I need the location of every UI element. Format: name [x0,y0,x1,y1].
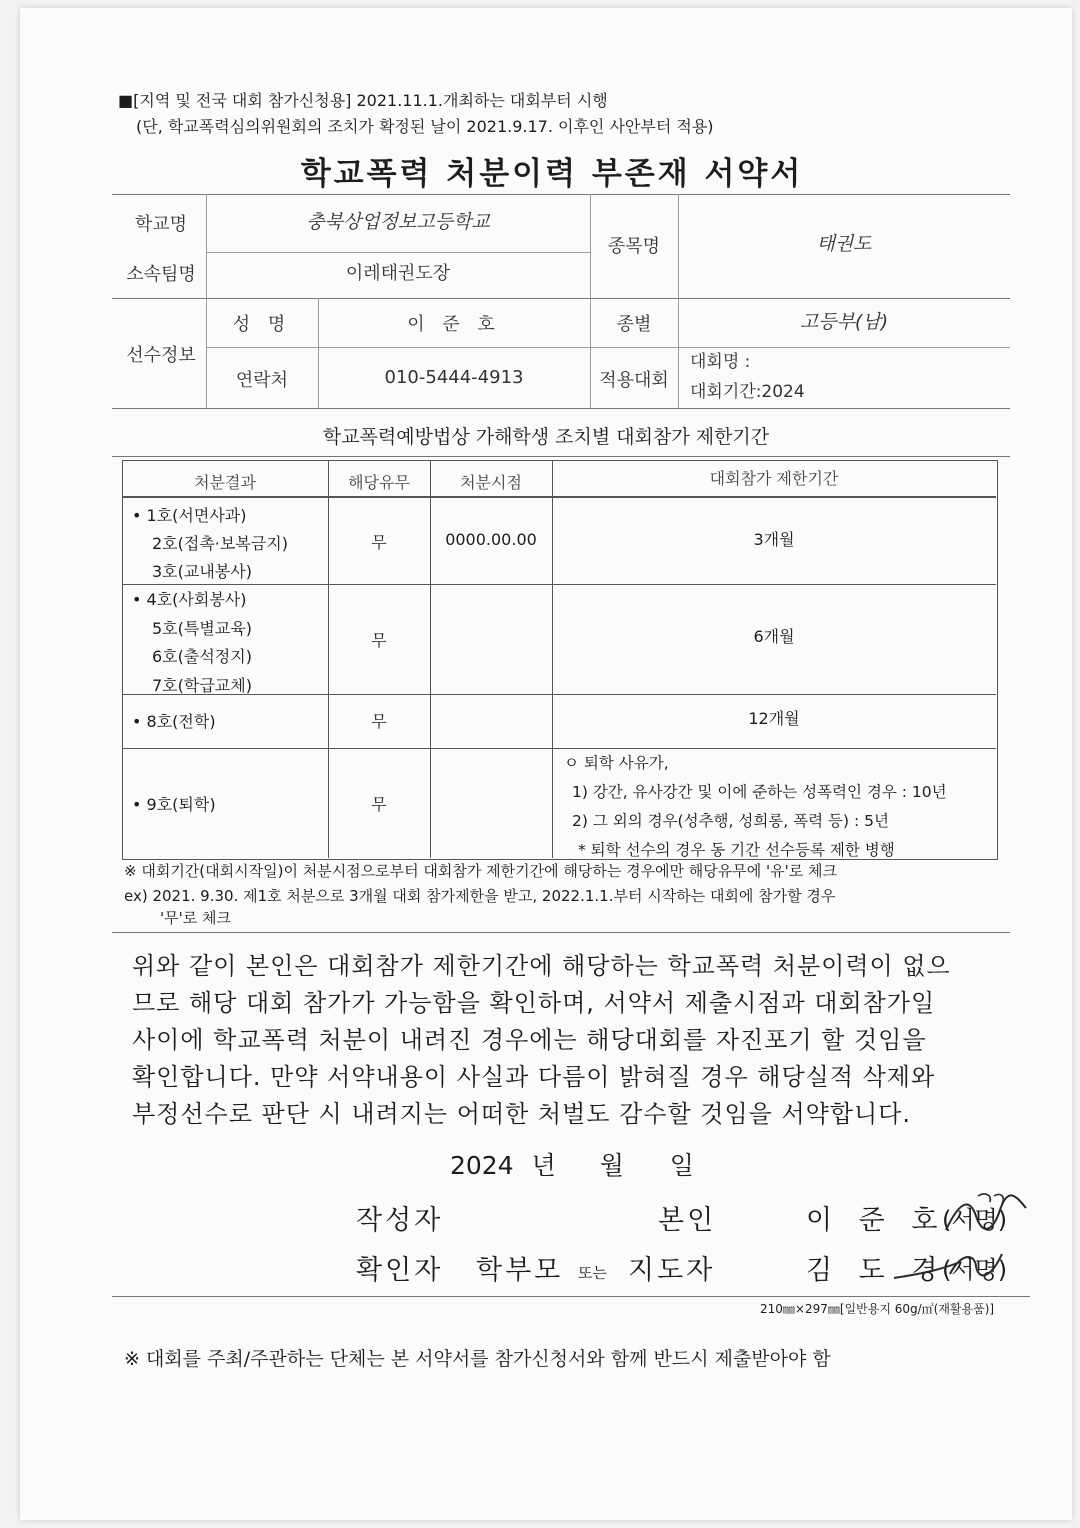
document-title: 학교폭력 처분이력 부존재 서약서 [300,156,804,192]
writer-handwritten-signature [940,1190,1030,1240]
writer-label: 작성자 [356,1205,444,1236]
tournament-name: 대회명 : [690,352,751,372]
table-header-applicable: 해당유무 [348,473,410,492]
name-value: 이 준 호 [407,314,501,335]
school-value: 충북상업정보고등학교 [306,211,490,233]
confirm-label: 확인자 [356,1255,444,1286]
limit-value: 3개월 [753,530,795,549]
name-label: 성 명 [232,314,292,335]
category-value: 고등부(남) [799,311,889,333]
applicable-value: 무 [371,712,387,731]
pledge-line: 확인합니다. 만약 서약내용이 사실과 다름이 밝혀질 경우 해당실적 삭제와 [132,1063,936,1091]
sanction-item: • 4호(사회봉사) [132,590,247,609]
contact-value: 010-5444-4913 [384,367,524,388]
info-vline-4 [678,194,679,408]
event-label: 종목명 [607,236,661,257]
player-info-label: 선수정보 [126,345,196,366]
footer-note: ※ 대회를 주최/주관하는 단체는 본 서약서를 참가신청서와 함께 반드시 제출받아야 함 [124,1348,831,1370]
school-label: 학교명 [134,214,188,235]
note-3: '무'로 체크 [160,909,231,927]
info-line-3 [206,347,1010,348]
event-value: 태권도 [816,233,872,255]
info-top-border [112,194,1010,195]
pledge-line: 므로 해당 대회 참가가 가능함을 확인하며, 서약서 제출시점과 대회참가일 [132,989,936,1017]
confirm-role-parent: 학부모 [476,1255,564,1286]
paper-spec-line [112,1296,1030,1297]
table-row-line-2 [122,694,996,695]
sanction-item: • 8호(전학) [132,712,216,731]
date-year: 2024 [450,1151,514,1180]
pledge-line: 사이에 학교폭력 처분이 내려진 경우에는 해당대회를 자진포기 할 것임을 [132,1026,927,1054]
confirm-name: 김 도 경 [806,1255,947,1286]
table-header-limit: 대회참가 제한기간 [709,469,839,488]
info-line-2 [112,298,1010,299]
tournament-label: 적용대회 [599,370,669,391]
limit-line: * 퇴학 선수의 경우 동 기간 선수등록 제한 병행 [578,841,895,859]
table-header-border [122,496,996,498]
table-row [132,502,288,586]
pledge-line: 부정선수로 판단 시 내려지는 어떠한 처벌도 감수할 것임을 서약합니다. [132,1100,911,1128]
note-1: ※ 대회기간(대회시작일)이 처분시점으로부터 대회참가 제한기간에 해당하는 경우에만 해당유무에 '유'로 체크 [124,862,837,880]
paper-spec: 210㎜×297㎜[일반용지 60g/㎡(재활용품)] [760,1302,995,1316]
confirm-or: 또는 [578,1264,607,1282]
confirm-handwritten-signature [890,1244,1010,1288]
notes-bottom-line [112,932,1010,933]
team-label: 소속팀명 [126,264,196,285]
limit-line: 1) 강간, 유사강간 및 이에 준하는 성폭력인 경우 : 10년 [572,783,947,801]
contact-label: 연락처 [235,370,289,391]
pledge-line: 위와 같이 본인은 대회참가 제한기간에 해당하는 학교폭력 처분이력이 없으 [132,952,951,980]
date-month-unit: 월 [599,1151,624,1180]
header-line1: ■[지역 및 전국 대회 참가신청용] 2021.11.1.개최하는 대회부터 시행 [118,91,608,110]
sanction-item: 6호(출석정지) [152,647,252,666]
limit-line: 2) 그 외의 경우(성추행, 성희롱, 폭력 등) : 5년 [572,812,889,830]
sanction-item: • 1호(서면사과) [132,506,247,525]
category-label: 종별 [616,314,652,335]
section-title: 학교폭력예방법상 가해학생 조치별 대회참가 제한기간 [322,426,770,448]
team-value: 이레태권도장 [345,263,451,284]
limit-value: 12개월 [748,709,800,728]
limit-line: ㅇ 퇴학 사유가, [564,754,669,772]
tournament-period: 대회기간:2024 [690,382,805,402]
confirm-role-coach: 지도자 [628,1255,716,1286]
section-line [112,456,1010,457]
header-line2: (단, 학교폭력심의위원회의 조치가 확정된 날이 2021.9.17. 이후인 사안부터 적용) [136,117,714,136]
sanction-item: 2호(접촉·보복금지) [152,534,288,553]
applicable-value: 무 [371,795,387,814]
writer-name: 이 준 호 [806,1205,947,1236]
date-line [450,1146,694,1182]
table-header-result: 처분결과 [194,473,256,492]
table-row [132,586,252,700]
document-page [20,8,1072,1520]
date-day-unit: 일 [669,1151,694,1180]
info-line-4 [112,408,1010,409]
note-2: ex) 2021. 9.30. 제1호 처분으로 3개월 대회 참가제한을 받고, 2022.1.1.부터 시작하는 대회에 참가할 경우 [124,887,836,905]
sanction-item: 3호(교내봉사) [152,562,252,581]
writer-sign-label: (서명) [942,1206,1008,1234]
sanction-item: • 9호(퇴학) [132,795,216,814]
pledge-text [132,948,1004,1133]
applicable-value: 무 [371,631,387,650]
table-header-date: 처분시점 [460,473,522,492]
expulsion-limit-text [564,749,947,865]
sanction-date-value: 0000.00.00 [445,530,537,549]
writer-role: 본인 [658,1205,717,1236]
date-year-unit: 년 [531,1151,556,1180]
table-col-line-3 [552,460,553,858]
table-col-line-2 [430,460,431,858]
limit-value: 6개월 [753,627,795,646]
applicable-value: 무 [371,533,387,552]
sanction-item: 5호(특별교육) [152,618,252,638]
info-line-1 [206,252,590,253]
confirm-sign-label: (서명) [942,1256,1008,1284]
sanction-item: 7호(학급교체) [152,675,252,695]
